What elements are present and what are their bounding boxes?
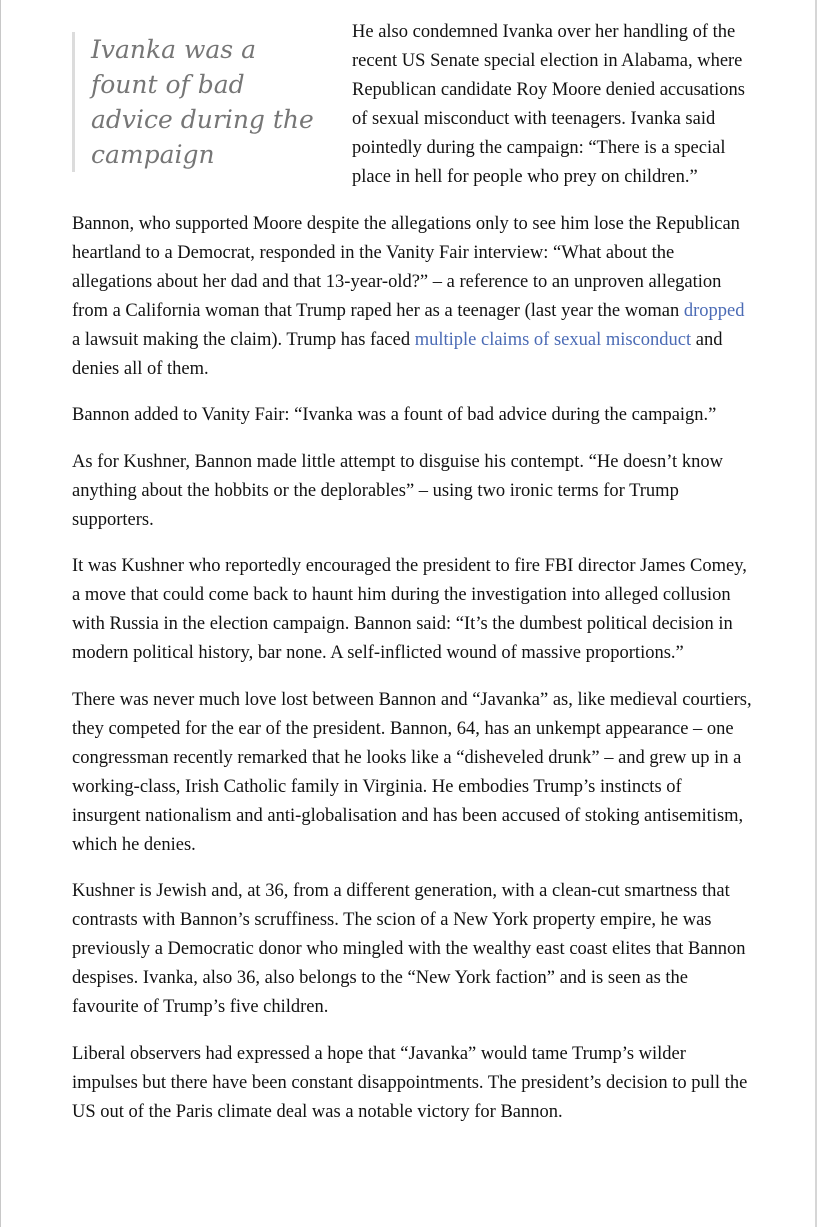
link-multiple-claims[interactable]: multiple claims of sexual misconduct <box>414 329 692 350</box>
pull-quote <box>72 32 316 172</box>
paragraph-2-text-b: a lawsuit making the claim). Trump has faced <box>72 329 415 350</box>
pull-quote-text: Ivanka was a fount of bad advice during the campaign <box>91 35 314 169</box>
paragraph-5: It was Kushner who reportedly encouraged the president to fire FBI director James Comey, a move that could come back to haunt him during the investigation into alleged collusion with Russia in the election campaign. Bannon said: “It’s the dumbest political decision in modern political history, bar none. A self-inflicted wound of massive proportions.” <box>72 556 747 663</box>
paragraph-2 <box>72 210 752 384</box>
link-dropped[interactable]: dropped <box>683 300 745 321</box>
paragraph-2-text-a: Bannon, who supported Moore despite the allegations only to see him lose the Republican heartland to a Democrat, responded in the Vanity Fair interview: “What about the allegations about her dad and that 13-year-old?” – a reference to an unproven allegation from a California woman that Trump raped her as a teenager (last year the woman <box>72 213 740 321</box>
paragraph-3: Bannon added to Vanity Fair: “Ivanka was a fount of bad advice during the campaign.” <box>72 405 717 425</box>
page-left-border <box>0 0 1 1227</box>
paragraph-6: There was never much love lost between Bannon and “Javanka” as, like medieval courtiers, they competed for the ear of the president. Bannon, 64, has an unkempt appearance – one congressman recently remarked that he looks like a “disheveled drunk” – and grew up in a working-class, Irish Catholic family in Virginia. He embodies Trump’s instincts of insurgent nationalism and anti-globalisation and has been accused of stoking antisemitism, which he denies. <box>72 689 752 855</box>
paragraph-4: As for Kushner, Bannon made little attempt to disguise his contempt. “He doesn’t know anything about the hobbits or the deplorables” – using two ironic terms for Trump supporters. <box>72 451 723 530</box>
paragraph-2-text-c: and denies all of them. <box>72 329 723 379</box>
paragraph-8: Liberal observers had expressed a hope that “Javanka” would tame Trump’s wilder impulses but there have been constant disappointments. The president’s decision to pull the US out of the Paris climate deal was a notable victory for Bannon. <box>72 1043 748 1122</box>
article-body <box>72 18 752 1144</box>
paragraph-7: Kushner is Jewish and, at 36, from a different generation, with a clean-cut smartness that contrasts with Bannon’s scruffiness. The scion of a New York property empire, he was previously a Democratic donor who mingled with the wealthy east coast elites that Bannon despises. Ivanka, also 36, also belongs to the “New York faction” and is seen as the favourite of Trump’s five children. <box>72 881 746 1017</box>
paragraph-1: He also condemned Ivanka over her handling of the recent US Senate special election in Alabama, where Republican candidate Roy Moore denied accusations of sexual misconduct with teenagers. Ivanka said pointedly during the campaign: “There is a special place in hell for people who prey on children.” <box>352 22 745 187</box>
